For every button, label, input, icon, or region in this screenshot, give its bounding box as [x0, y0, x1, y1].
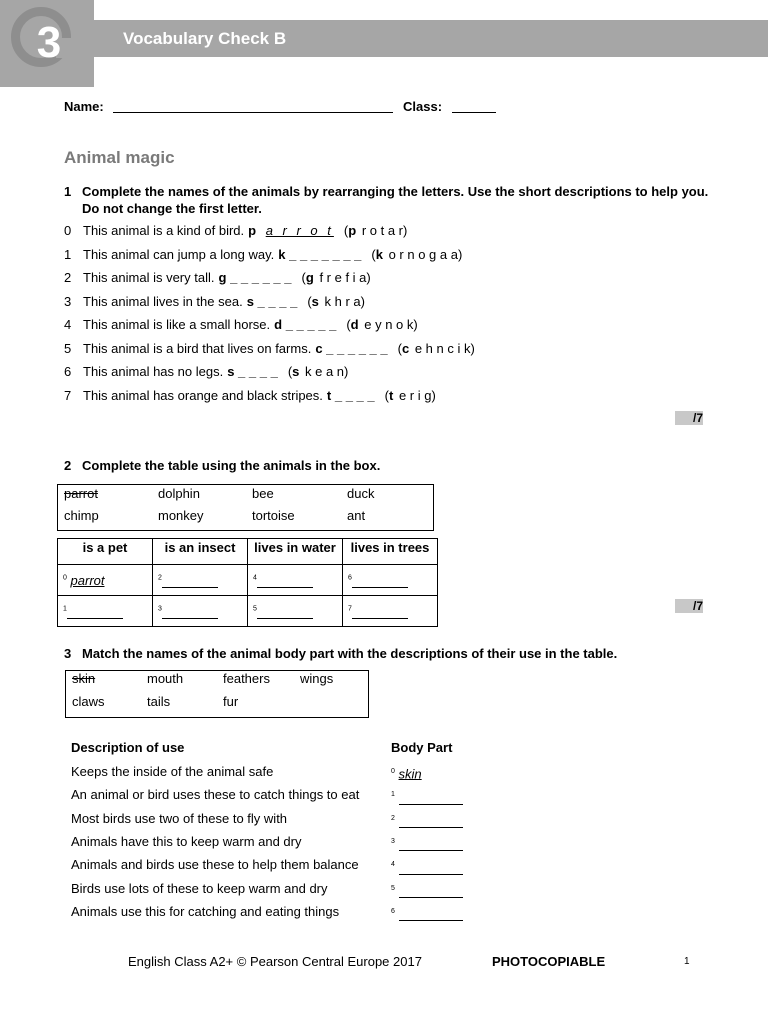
word-box-item: duck	[347, 486, 375, 501]
q1-instruction-line2: Do not change the first letter.	[82, 201, 262, 216]
answer-blank[interactable]	[352, 587, 408, 588]
answer-blank[interactable]	[327, 388, 375, 403]
desc-col-header: Description of use	[71, 740, 185, 755]
scrambled-rest: r o t a r	[361, 223, 403, 238]
student-info-row	[64, 99, 496, 114]
q1-number: 1	[64, 184, 72, 199]
q2-instruction-text: Complete the table using the animals in the box.	[82, 458, 381, 473]
q2-instruction	[64, 458, 380, 473]
scrambled-rest: e h n c i k	[414, 340, 471, 356]
q1-item	[64, 316, 418, 334]
answer-letters: _ _ _ _ _	[285, 317, 337, 332]
scrambled-rest: k e a n	[305, 364, 345, 379]
table-cell[interactable]	[153, 596, 248, 627]
table-header-row	[58, 539, 438, 565]
table-row	[58, 596, 438, 627]
q2-score-box: /7	[675, 599, 703, 613]
item-description: This animal has no legs.	[83, 364, 224, 379]
word-box-item: tails	[147, 694, 171, 709]
scrambled-letters: (t e r i g)	[384, 387, 436, 403]
q1-instruction-line1: Complete the names of the animals by rearranging the letters. Use the short descriptions to help you.	[82, 184, 709, 199]
first-letter: p	[248, 223, 260, 238]
use-description: Animals use this for catching and eating things	[71, 903, 340, 919]
answer-blank[interactable]	[218, 270, 291, 285]
answer-blank[interactable]	[399, 920, 463, 921]
scrambled-first: s	[311, 293, 319, 309]
item-number: 5	[391, 884, 395, 892]
table-cell[interactable]	[58, 596, 153, 627]
item-number: 3	[391, 837, 395, 845]
col-header: is a pet	[58, 539, 153, 565]
item-number: 1	[64, 246, 72, 262]
item-description: This animal is a kind of bird.	[83, 223, 245, 238]
word-box-item: fur	[223, 694, 239, 709]
scrambled-letters: (s k h r a)	[307, 293, 365, 309]
item-number: 0	[64, 223, 72, 238]
section-title: Animal magic	[64, 148, 175, 167]
name-label: Name:	[64, 99, 104, 114]
answer-blank[interactable]	[162, 587, 218, 588]
scrambled-letters: (g f r e f i a)	[301, 270, 371, 285]
word-box-item: ant	[347, 508, 366, 523]
item-number: 5	[64, 340, 72, 356]
word-box-item: skin	[72, 671, 96, 686]
answer-blank[interactable]	[399, 874, 463, 875]
class-field[interactable]	[452, 112, 496, 113]
bodypart-col-header: Body Part	[391, 740, 453, 755]
q2-word-box	[57, 484, 434, 531]
scrambled-letters: (c e h n c i k)	[397, 340, 475, 356]
answer-blank[interactable]	[257, 587, 313, 588]
answer-blank[interactable]	[162, 618, 218, 619]
use-description: Birds use lots of these to keep warm and dry	[71, 880, 328, 896]
table-cell[interactable]	[153, 565, 248, 596]
q3-instruction-text: Match the names of the animal body part with the descriptions of their use in the table.	[82, 646, 618, 661]
item-description: This animal has orange and black stripes.	[83, 387, 323, 403]
q1-item	[64, 269, 371, 287]
item-number: 0	[391, 768, 395, 775]
col-header: lives in trees	[343, 539, 438, 565]
scrambled-letters: (k o r n o g a a)	[371, 246, 463, 262]
item-number: 3	[158, 605, 162, 613]
scrambled-first: s	[292, 364, 300, 379]
body-part-answer	[391, 763, 422, 781]
first-letter: d	[274, 317, 283, 332]
item-number: 0	[63, 574, 67, 582]
q2-table	[57, 538, 438, 627]
scrambled-rest: e r i g	[398, 387, 432, 403]
table-cell	[58, 565, 153, 596]
answer-blank[interactable]	[399, 804, 463, 805]
answer-letters: _ _ _ _	[238, 364, 278, 379]
scrambled-first: c	[401, 340, 410, 356]
item-description: This animal lives in the sea.	[83, 293, 243, 309]
answer-blank	[248, 223, 334, 238]
name-field[interactable]	[113, 112, 393, 113]
page-number: 1	[684, 956, 690, 967]
item-number: 6	[348, 574, 352, 582]
item-number: 6	[391, 907, 395, 915]
word-box-item: monkey	[158, 508, 204, 523]
item-number: 4	[253, 574, 257, 582]
item-number: 4	[391, 861, 395, 869]
word-box-item: chimp	[64, 508, 99, 523]
item-number: 6	[64, 364, 72, 379]
item-description: This animal can jump a long way.	[83, 246, 275, 262]
scrambled-first: t	[388, 387, 394, 403]
q3-number: 3	[64, 646, 72, 661]
word-box-item: bee	[252, 486, 274, 501]
answer-blank[interactable]	[227, 364, 278, 379]
unit-number: 3	[36, 18, 62, 67]
item-number: 7	[348, 605, 352, 613]
q1-item	[64, 340, 475, 358]
footer-photocopiable: PHOTOCOPIABLE	[492, 954, 606, 969]
answer-letters: _ _ _ _ _ _ _	[289, 246, 362, 262]
item-description: This animal is a bird that lives on farms.	[83, 340, 312, 356]
scrambled-rest: k h r a	[324, 293, 361, 309]
item-number: 4	[64, 317, 72, 332]
col-header: is an insect	[153, 539, 248, 565]
table-cell[interactable]	[248, 596, 343, 627]
q1-item	[64, 363, 348, 381]
item-number: 1	[63, 605, 67, 613]
word-box-item: tortoise	[252, 508, 295, 523]
q3-word-box	[65, 670, 369, 718]
first-letter: s	[227, 364, 235, 379]
item-number: 2	[391, 814, 395, 822]
footer-copyright: English Class A2+ © Pearson Central Europe 2017	[128, 954, 422, 969]
q1-item	[64, 293, 365, 311]
table-cell[interactable]	[248, 565, 343, 596]
scrambled-first: g	[305, 270, 314, 285]
q1-item	[64, 387, 436, 405]
q1-instruction	[64, 184, 708, 199]
item-number: 2	[158, 574, 162, 582]
body-part-answer[interactable]	[391, 810, 463, 828]
use-description: Animals have this to keep warm and dry	[71, 833, 302, 849]
word-box-item: mouth	[147, 671, 184, 686]
scrambled-rest: f r e f i a	[319, 270, 367, 285]
q1-item	[64, 246, 462, 264]
use-description: An animal or bird uses these to catch things to eat	[71, 787, 360, 803]
scrambled-letters: (d e y n o k)	[346, 317, 418, 332]
first-letter: c	[315, 340, 323, 356]
answer-letters: _ _ _ _	[334, 387, 375, 403]
use-description: Keeps the inside of the animal safe	[71, 764, 274, 779]
body-part-answer[interactable]	[391, 786, 463, 804]
q2-number: 2	[64, 458, 72, 473]
item-description: This animal is very tall.	[83, 270, 215, 285]
answer-letters: a r r o t	[265, 223, 334, 238]
table-cell[interactable]	[343, 565, 438, 596]
answer-blank[interactable]	[399, 850, 463, 851]
q1-score-box: /7	[675, 411, 703, 425]
example-answer: parrot	[70, 572, 105, 588]
class-label: Class:	[403, 99, 443, 114]
answer-blank[interactable]	[399, 827, 463, 828]
scrambled-rest: e y n o k	[364, 317, 414, 332]
first-letter: t	[326, 387, 332, 403]
answer-blank[interactable]	[315, 341, 387, 356]
item-description: This animal is like a small horse.	[83, 317, 271, 332]
table-cell[interactable]	[343, 596, 438, 627]
body-part-answer[interactable]	[391, 856, 463, 874]
answer-blank[interactable]	[67, 618, 123, 619]
item-number: 3	[64, 293, 72, 309]
answer-blank[interactable]	[257, 618, 313, 619]
q1-item	[64, 222, 407, 240]
use-description: Animals and birds use these to help them balance	[71, 857, 359, 873]
answer-letters: _ _ _ _ _ _	[230, 270, 292, 285]
first-letter: s	[246, 293, 254, 309]
use-description: Most birds use two of these to fly with	[71, 810, 288, 826]
item-number: 2	[64, 270, 72, 285]
first-letter: k	[278, 246, 286, 262]
scrambled-first: d	[350, 317, 359, 332]
word-box-item: parrot	[64, 486, 98, 501]
scrambled-rest: o r n o g a a	[388, 246, 458, 262]
scrambled-letters: (s k e a n)	[287, 364, 349, 379]
answer-blank[interactable]	[399, 897, 463, 898]
table-row	[58, 565, 438, 596]
word-box-item: dolphin	[158, 486, 200, 501]
scrambled-first: k	[375, 246, 383, 262]
item-number: 5	[253, 605, 257, 613]
scrambled-first: p	[348, 223, 357, 238]
scrambled-letters: (p r o t a r)	[343, 223, 408, 238]
example-answer: skin	[398, 766, 422, 782]
col-header: lives in water	[248, 539, 343, 565]
page-title: Vocabulary Check B	[123, 29, 287, 48]
word-box-item: feathers	[223, 671, 270, 686]
body-part-answer[interactable]	[391, 880, 463, 898]
answer-blank[interactable]	[278, 247, 361, 262]
word-box-item: wings	[300, 671, 334, 686]
body-part-answer[interactable]	[391, 903, 463, 921]
answer-blank[interactable]	[247, 294, 298, 309]
item-number: 1	[391, 791, 395, 799]
answer-letters: _ _ _ _	[257, 293, 298, 309]
body-part-answer[interactable]	[391, 833, 463, 851]
first-letter: g	[218, 270, 227, 285]
q3-instruction	[64, 646, 617, 661]
word-box-item: claws	[72, 694, 105, 709]
item-number: 7	[64, 387, 72, 403]
answer-blank[interactable]	[274, 317, 336, 332]
answer-blank[interactable]	[352, 618, 408, 619]
answer-letters: _ _ _ _ _ _	[326, 340, 388, 356]
